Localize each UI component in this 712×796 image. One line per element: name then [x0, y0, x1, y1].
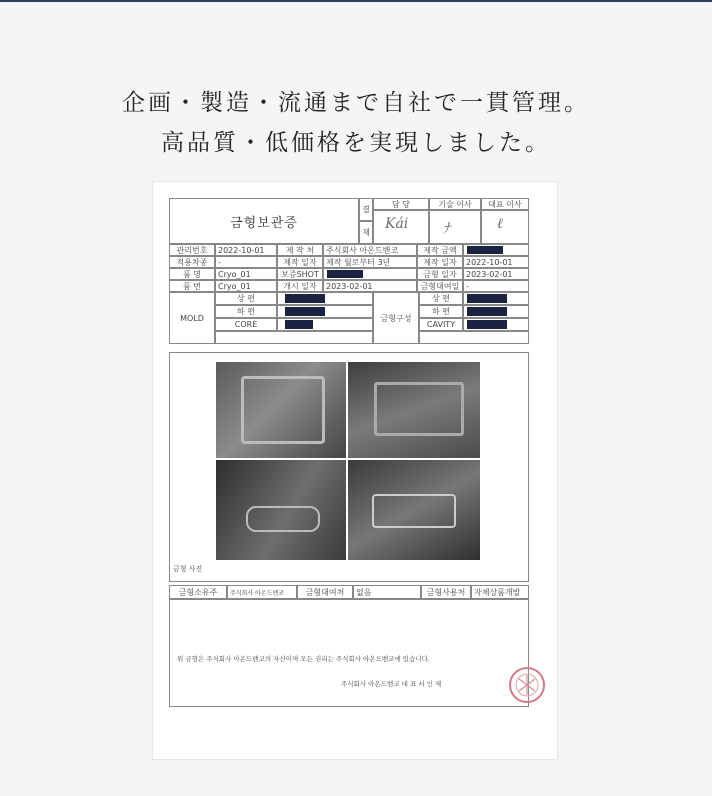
label-item: 품 명	[169, 268, 215, 280]
approval-header-staff: 담 당	[373, 198, 429, 210]
mold-photo-4	[348, 460, 480, 560]
label-core: CORE	[215, 318, 277, 331]
label-config: 금형구성	[373, 292, 419, 344]
value-lessee: 없음	[353, 585, 421, 599]
value-model: -	[215, 256, 277, 268]
photo-caption: 금형 사진	[173, 565, 203, 573]
redaction-bar	[467, 294, 507, 303]
label-make-period: 제작 일자	[277, 256, 323, 268]
approval-side-label-bottom: 재	[359, 221, 373, 244]
label-user: 금형사용처	[421, 585, 471, 599]
label-cost: 제작 금액	[417, 244, 463, 256]
top-accent-line	[0, 0, 712, 2]
headline-line-2: 高品質・低価格を実現しました。	[161, 130, 551, 156]
value-make-date: 2022-10-01	[463, 256, 529, 268]
mold-blank-row	[215, 331, 373, 344]
label-mgmt-no: 관리번호	[169, 244, 215, 256]
value-owner: 주식회사 아온드밴코	[227, 585, 297, 599]
value-mold-date: 2023-02-01	[463, 268, 529, 280]
label-owner: 금형소유주	[169, 585, 227, 599]
label-part: 품 번	[169, 280, 215, 292]
value-item: Cryo_01	[215, 268, 277, 280]
mold-photo-3	[216, 460, 346, 560]
label-mold-date: 금형 일자	[417, 268, 463, 280]
mold-certificate-document	[153, 182, 557, 759]
config-blank-row	[419, 331, 529, 344]
notice-box	[169, 599, 529, 707]
headline-line-1: 企画・製造・流通まで自社で一貫管理。	[122, 90, 590, 116]
label-make-date: 제작 일자	[417, 256, 463, 268]
approval-sign-box-ceo	[481, 210, 529, 244]
value-make-period: 제작 월로부터 3년	[323, 256, 417, 268]
redaction-bar	[467, 320, 507, 329]
value-mgmt-no: 2022-10-01	[215, 244, 277, 256]
value-maker: 주식회사 아온드밴코	[323, 244, 417, 256]
label-model: 적용차종	[169, 256, 215, 268]
label-upper-left: 상 편	[215, 292, 277, 305]
value-part: Cryo_01	[215, 280, 277, 292]
label-lower-right: 하 편	[419, 305, 463, 318]
ownership-notice: 위 금형은 주식회사 아온드밴코의 자산이며 모든 권리는 주식회사 아온드밴코에 있습니다.	[177, 655, 430, 663]
label-shot: 보증SHOT	[277, 268, 323, 280]
label-upper-right: 상 편	[419, 292, 463, 305]
redaction-bar	[467, 246, 503, 254]
signature-tech: ﾅ	[443, 221, 450, 237]
redaction-bar	[285, 307, 325, 316]
signature-staff: Kái	[385, 216, 409, 232]
label-lend: 금형대여일	[417, 280, 463, 292]
label-mold: MOLD	[169, 292, 215, 344]
label-cavity: CAVITY	[419, 318, 463, 331]
redaction-bar	[285, 320, 313, 329]
approval-header-tech: 기술 이사	[429, 198, 481, 210]
approval-header-ceo: 대표 이사	[481, 198, 529, 210]
document-title: 금형보관증	[169, 198, 359, 244]
signature-ceo: ℓ	[497, 216, 503, 232]
redaction-bar	[467, 307, 507, 316]
approval-sign-box-tech	[429, 210, 481, 244]
value-user: 자체상품개발	[471, 585, 529, 599]
label-start: 개시 일자	[277, 280, 323, 292]
mold-photo-1	[216, 362, 346, 458]
mold-photo-2	[348, 362, 480, 458]
redaction-bar	[285, 294, 325, 303]
label-lessee: 금형대여처	[297, 585, 353, 599]
value-lend: -	[463, 280, 529, 292]
label-lower-left: 하 편	[215, 305, 277, 318]
approval-side-label-top: 결	[359, 198, 373, 221]
value-start: 2023-02-01	[323, 280, 417, 292]
redaction-bar	[327, 270, 363, 278]
company-signature-line: 주식회사 아온드밴코 대 표 서 인 제	[341, 680, 442, 688]
label-maker: 제 작 처	[277, 244, 323, 256]
company-seal-stamp	[507, 665, 547, 705]
